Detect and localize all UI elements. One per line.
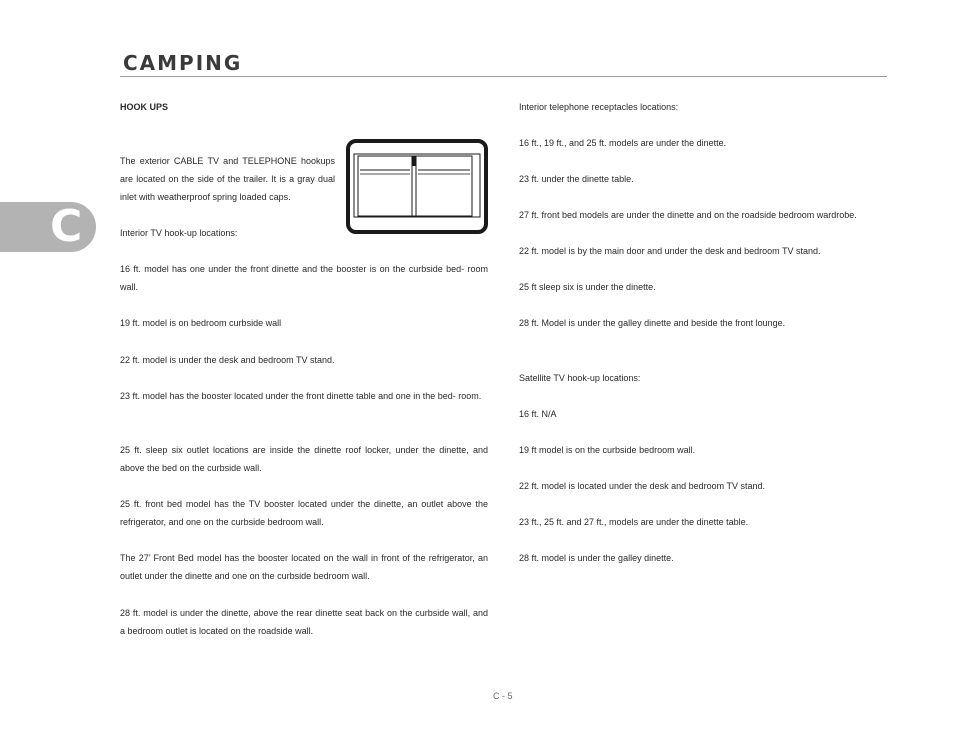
tv-item: 22 ft. model is under the desk and bedroom TV stand. <box>120 355 335 365</box>
satellite-item: 19 ft model is on the curbside bedroom wall. <box>519 445 696 455</box>
phone-item: 23 ft. under the dinette table. <box>519 174 634 184</box>
phone-item: 25 ft sleep six is under the dinette. <box>519 282 656 292</box>
page-number: C - 5 <box>493 691 513 701</box>
satellite-item: 22 ft. model is located under the desk and bedroom TV stand. <box>519 481 765 491</box>
header-rule <box>120 76 887 77</box>
tv-heading: Interior TV hook-up locations: <box>120 228 238 238</box>
phone-item: 22 ft. model is by the main door and under the desk and bedroom TV stand. <box>519 246 821 256</box>
page-title: CAMPING <box>123 51 243 75</box>
tv-item: 16 ft. model has one under the front dinette and the booster is on the curbside bed- room wall. <box>120 264 488 292</box>
tv-item: The 27’ Front Bed model has the booster located on the wall in front of the refrigerator, an outlet under the dinette and one on the curbside bedroom wall. <box>120 553 488 581</box>
phone-item: 27 ft. front bed models are under the dinette and on the roadside bedroom wardrobe. <box>519 210 857 220</box>
section-tab <box>0 202 96 252</box>
satellite-heading: Satellite TV hook-up locations: <box>519 373 641 383</box>
satellite-item: 28 ft. model is under the galley dinette. <box>519 553 674 563</box>
phone-item: 28 ft. Model is under the galley dinette and beside the front lounge. <box>519 318 786 328</box>
tv-item: 19 ft. model is on bedroom curbside wall <box>120 318 282 328</box>
satellite-item: 23 ft., 25 ft. and 27 ft., models are under the dinette table. <box>519 517 749 527</box>
tv-item: 28 ft. model is under the dinette, above the rear dinette seat back on the curbside wall, and a bedroom outlet is located on the roadside wall. <box>120 608 488 636</box>
satellite-item: 16 ft. N/A <box>519 409 557 419</box>
phone-item: 16 ft., 19 ft., and 25 ft. models are under the dinette. <box>519 138 727 148</box>
tv-item: 23 ft. model has the booster located under the front dinette table and one in the bed- room. <box>120 391 482 401</box>
tv-item: 25 ft. front bed model has the TV booster located under the dinette, an outlet above the refrigerator, and one on the curbside bedroom wall. <box>120 499 488 527</box>
section-tab-letter: C <box>50 201 83 252</box>
dual-inlet-illustration <box>346 139 488 234</box>
phone-heading: Interior telephone receptacles locations: <box>519 102 679 112</box>
tv-item: 25 ft. sleep six outlet locations are inside the dinette roof locker, under the dinette, and above the bed on the curbside wall. <box>120 445 488 473</box>
hookups-intro: The exterior CABLE TV and TELEPHONE hookups are located on the side of the trailer. It is a gray dual inlet with weatherproof spring loaded caps. <box>120 156 335 202</box>
hookups-heading: HOOK UPS <box>120 102 169 112</box>
